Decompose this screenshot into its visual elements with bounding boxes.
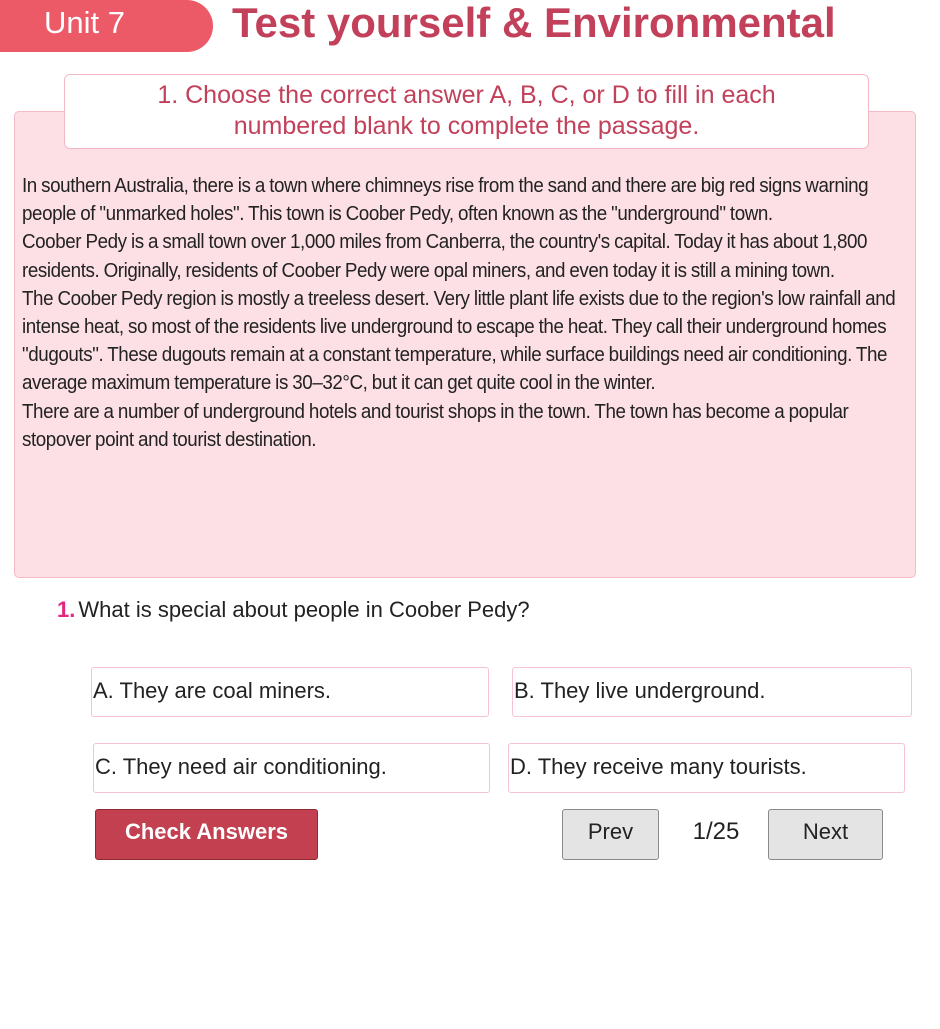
- check-answers-button[interactable]: Check Answers: [95, 809, 318, 860]
- passage-paragraph-2: Coober Pedy is a small town over 1,000 miles from Canberra, the country's capital. Today it has about 1,800 residents. Originally, residents of Coober Pedy were opal miners, and even today it is still a mining town.: [22, 231, 868, 282]
- page-counter: 1/25: [692, 818, 740, 845]
- option-c[interactable]: C. They need air conditioning.: [93, 743, 490, 793]
- reading-passage: [22, 172, 906, 454]
- instruction-line-1: 1. Choose the correct answer A, B, C, or D to fill in each: [157, 81, 776, 109]
- question-number: 1.: [57, 597, 76, 622]
- unit-badge: [0, 0, 213, 52]
- next-button[interactable]: Next: [768, 809, 883, 860]
- option-b[interactable]: B. They live underground.: [512, 667, 912, 717]
- prev-button[interactable]: Prev: [562, 809, 659, 860]
- instruction-line-2: numbered blank to complete the passage.: [233, 112, 700, 140]
- question: [57, 596, 530, 624]
- page-title: Test yourself & Environmental: [232, 0, 836, 46]
- instruction-box: [64, 74, 869, 149]
- passage-paragraph-1: In southern Australia, there is a town where chimneys rise from the sand and there are big red signs warning people of "unmarked holes". This town is Coober Pedy, often known as the "underground" town.: [22, 175, 869, 226]
- question-text: What is special about people in Coober Pedy?: [78, 597, 530, 622]
- unit-label: Unit 7: [44, 5, 125, 40]
- passage-paragraph-3: The Coober Pedy region is mostly a treeless desert. Very little plant life exists due to the region's low rainfall and intense heat, so most of the residents live underground to escape the heat. They call their underground homes "dugouts". These dugouts remain at a constant temperature, while surface buildings need air conditioning. The average maximum temperature is 30–32°C, but it can get quite cool in the winter.: [22, 287, 896, 395]
- option-a[interactable]: A. They are coal miners.: [91, 667, 489, 717]
- passage-paragraph-4: There are a number of underground hotels and tourist shops in the town. The town has become a popular stopover point and tourist destination.: [22, 400, 849, 451]
- option-d[interactable]: D. They receive many tourists.: [508, 743, 905, 793]
